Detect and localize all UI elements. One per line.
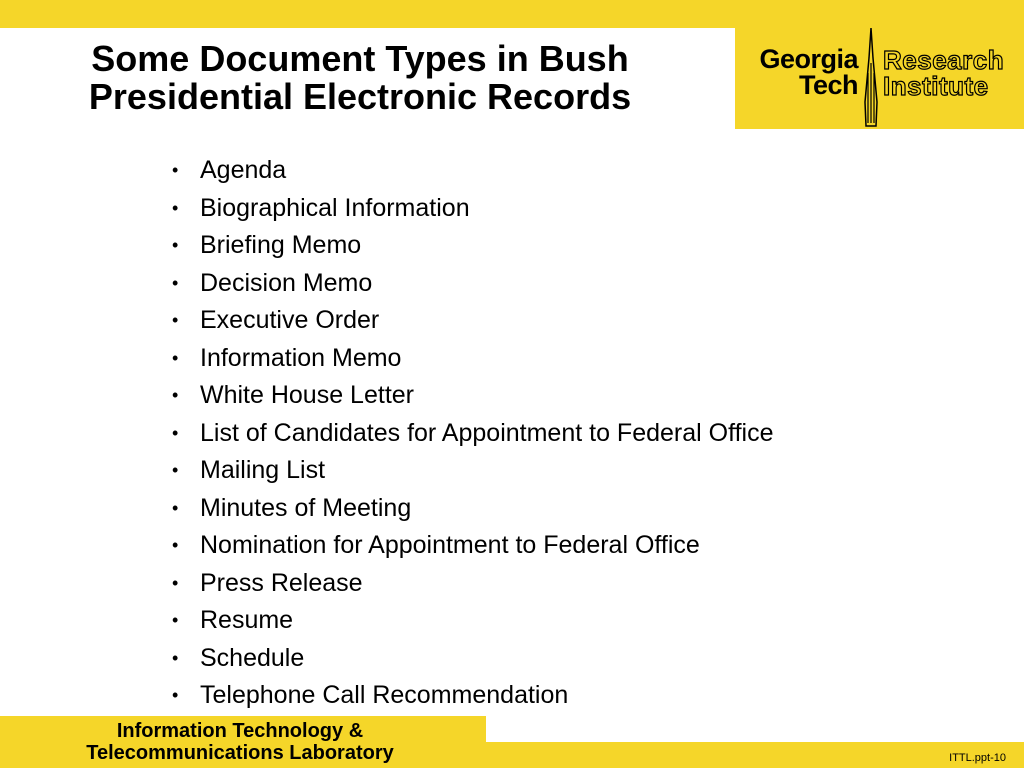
list-item-text: List of Candidates for Appointment to Federal Office bbox=[200, 418, 774, 447]
gtri-logo bbox=[735, 28, 1024, 129]
bullet-icon: • bbox=[172, 272, 179, 293]
bullet-icon: • bbox=[172, 610, 179, 630]
list-item-text: Information Memo bbox=[200, 343, 402, 372]
list-item bbox=[172, 265, 773, 303]
list-item bbox=[172, 527, 773, 565]
list-item-text: Press Release bbox=[200, 568, 363, 597]
bullet-icon: • bbox=[172, 347, 179, 368]
list-item bbox=[172, 602, 773, 640]
list-item-text: Resume bbox=[200, 606, 294, 634]
logo-tech-text: Tech bbox=[798, 70, 858, 100]
list-item bbox=[172, 565, 773, 603]
slide-title bbox=[0, 40, 720, 116]
bullet-icon: • bbox=[172, 310, 179, 330]
list-item bbox=[172, 152, 773, 190]
list-item bbox=[172, 302, 773, 340]
list-item-text: Executive Order bbox=[200, 306, 380, 334]
footer-lab-name bbox=[0, 720, 480, 764]
list-item-text: Decision Memo bbox=[200, 268, 373, 297]
list-item bbox=[172, 452, 773, 490]
list-item-text: Minutes of Meeting bbox=[200, 493, 412, 522]
list-item-text: Briefing Memo bbox=[200, 231, 362, 259]
list-item-text: Nomination for Appointment to Federal Office bbox=[200, 531, 700, 559]
slide-title-line2: Presidential Electronic Records bbox=[88, 76, 632, 117]
logo-georgia-text: Georgia bbox=[759, 44, 858, 74]
footer-lab-line1: Information Technology & bbox=[116, 720, 364, 742]
list-item-text: Schedule bbox=[200, 643, 305, 672]
bullet-icon: • bbox=[172, 685, 179, 705]
page-number: ITTL.ppt-10 bbox=[949, 752, 1006, 764]
bullet-icon: • bbox=[172, 197, 179, 218]
footer-lab-line2: Telecommunications Laboratory bbox=[86, 742, 394, 764]
bullet-icon: • bbox=[172, 647, 179, 668]
list-item bbox=[172, 490, 773, 528]
list-item bbox=[172, 340, 773, 378]
list-item bbox=[172, 377, 773, 415]
list-item bbox=[172, 640, 773, 678]
slide-title-line1: Some Document Types in Bush bbox=[91, 38, 629, 79]
tower-spire-icon bbox=[859, 28, 883, 129]
bullet-icon: • bbox=[172, 535, 179, 555]
logo-research-text: Research bbox=[883, 45, 1005, 75]
bullet-icon: • bbox=[172, 497, 179, 518]
list-item-text: Mailing List bbox=[200, 456, 326, 484]
header-accent-strip bbox=[0, 0, 1024, 28]
bullet-icon: • bbox=[172, 460, 179, 480]
list-item-text: Biographical Information bbox=[200, 193, 470, 222]
bullet-icon: • bbox=[172, 160, 179, 180]
list-item-text: White House Letter bbox=[200, 381, 414, 409]
logo-institute-text: Institute bbox=[883, 71, 989, 101]
list-item bbox=[172, 227, 773, 265]
list-item bbox=[172, 415, 773, 453]
bullet-icon: • bbox=[172, 385, 179, 405]
list-item bbox=[172, 677, 773, 715]
list-item-text: Agenda bbox=[200, 156, 287, 184]
title-area bbox=[0, 28, 735, 128]
document-types-list bbox=[172, 152, 773, 715]
list-item-text: Telephone Call Recommendation bbox=[200, 681, 569, 709]
bullet-icon: • bbox=[172, 235, 179, 255]
list-item bbox=[172, 190, 773, 228]
bullet-icon: • bbox=[172, 572, 179, 593]
bullet-icon: • bbox=[172, 422, 179, 443]
